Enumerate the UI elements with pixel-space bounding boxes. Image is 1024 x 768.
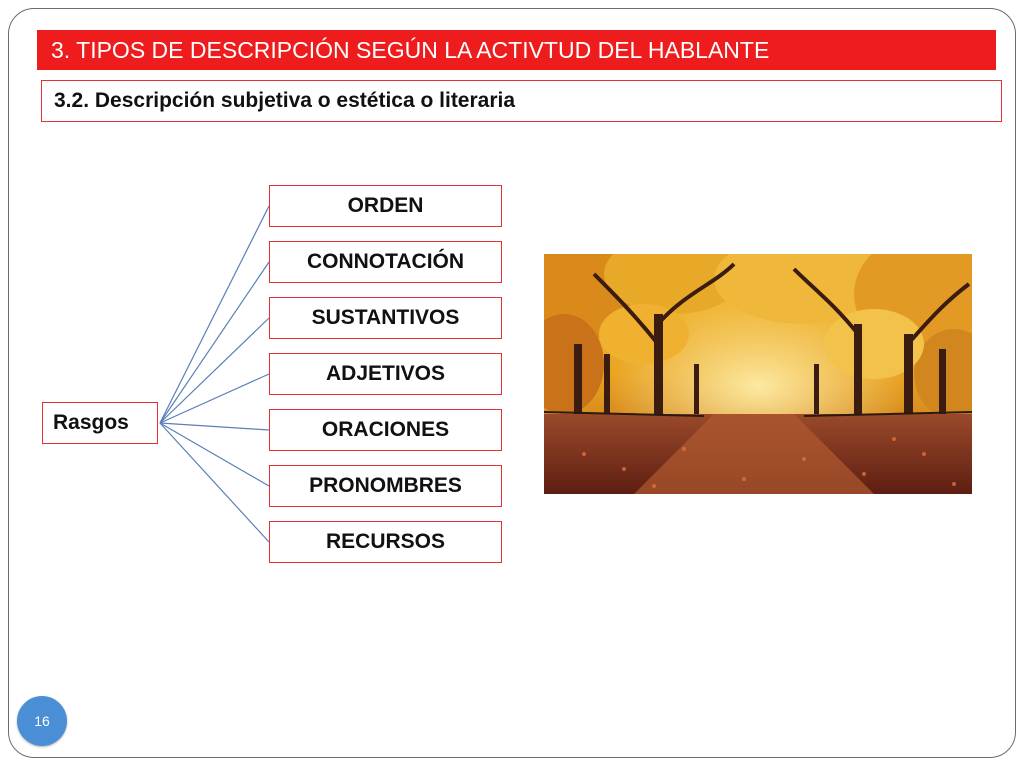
trait-box-pronombres: PRONOMBRES — [269, 465, 502, 507]
root-node-rasgos: Rasgos — [42, 402, 158, 444]
trait-box-adjetivos: ADJETIVOS — [269, 353, 502, 395]
autumn-park-photo — [544, 254, 972, 494]
connector-line-recursos — [160, 423, 269, 542]
connector-line-orden — [160, 206, 269, 423]
connector-line-oraciones — [160, 423, 269, 430]
trait-box-connotacion: CONNOTACIÓN — [269, 241, 502, 283]
page-number-badge: 16 — [17, 696, 67, 746]
trait-box-recursos: RECURSOS — [269, 521, 502, 563]
trait-box-sustantivos: SUSTANTIVOS — [269, 297, 502, 339]
slide-subtitle: 3.2. Descripción subjetiva o estética o literaria — [41, 80, 1002, 122]
connector-line-sustantivos — [160, 318, 269, 423]
trait-box-orden: ORDEN — [269, 185, 502, 227]
trait-box-oraciones: ORACIONES — [269, 409, 502, 451]
connector-line-pronombres — [160, 423, 269, 486]
slide-title: 3. TIPOS DE DESCRIPCIÓN SEGÚN LA ACTIVTUD DEL HABLANTE — [37, 30, 996, 70]
